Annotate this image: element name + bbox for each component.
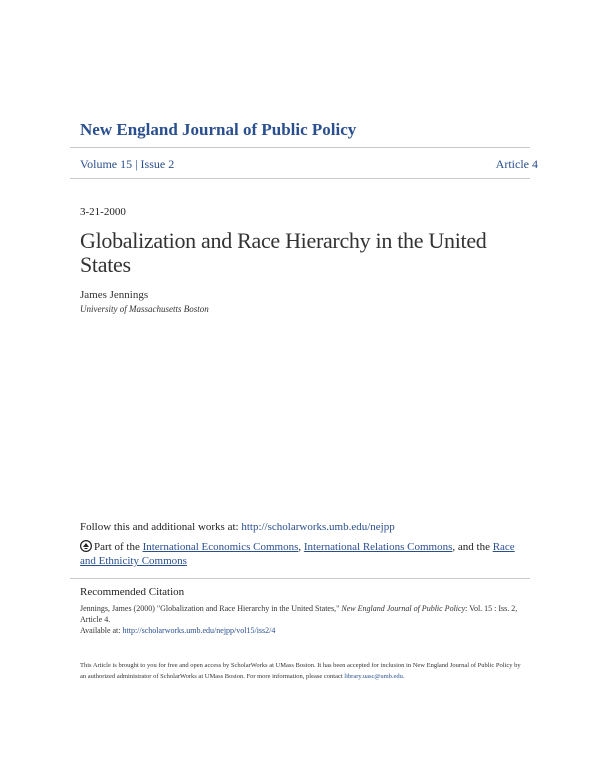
article-number-link[interactable]: Article 4 bbox=[495, 157, 538, 171]
journal-title[interactable]: New England Journal of Public Policy bbox=[80, 120, 357, 139]
race-ethnicity-commons-link[interactable]: Race and Ethnicity Commons bbox=[80, 541, 515, 567]
citation-start: Jennings, James (2000) "Globalization and Race Hierarchy in the United States," bbox=[80, 604, 340, 613]
header-rule-top bbox=[70, 147, 530, 148]
bepress-commons-icon bbox=[80, 540, 92, 552]
available-url-link[interactable]: http://scholarworks.umb.edu/nejpp/vol15/iss2/4 bbox=[122, 626, 276, 635]
part-of-commons bbox=[80, 540, 520, 568]
recommended-citation-heading: Recommended Citation bbox=[80, 586, 185, 598]
and-the-text: , and the bbox=[452, 541, 490, 553]
part-of-prefix: Part of the bbox=[94, 541, 140, 553]
publication-date: 3-21-2000 bbox=[80, 206, 126, 218]
comma-separator: , bbox=[298, 541, 302, 553]
article-title: Globalization and Race Hierarchy in the United States bbox=[80, 228, 487, 277]
contact-email-link[interactable]: library.uasc@umb.edu bbox=[344, 673, 403, 680]
footer-text: This Article is brought to you for free and open access by ScholarWorks at UMass Boston. It has been accepted for inclusion in New England Journal of Public Policy by an authorized administrator of ScholarWorks at UMass Boston. For more information, please contact bbox=[80, 662, 521, 680]
author-name: James Jennings bbox=[80, 289, 149, 301]
issue-link[interactable]: Issue 2 bbox=[140, 157, 175, 171]
follow-works-line bbox=[80, 521, 395, 533]
volume-issue-line bbox=[80, 157, 174, 172]
international-economics-commons-link[interactable]: International Economics Commons bbox=[142, 541, 299, 553]
follow-url-link[interactable]: http://scholarworks.umb.edu/nejpp bbox=[241, 521, 395, 533]
volume-issue-separator: | bbox=[135, 157, 138, 171]
follow-prefix: Follow this and additional works at: bbox=[80, 521, 239, 533]
available-prefix: Available at: bbox=[80, 626, 121, 635]
author-affiliation: University of Massachusetts Boston bbox=[80, 304, 209, 314]
citation-rule bbox=[70, 578, 530, 579]
international-relations-commons-link[interactable]: International Relations Commons bbox=[303, 541, 453, 553]
header-rule-bottom bbox=[70, 178, 530, 179]
citation-text bbox=[80, 603, 520, 636]
footer-period: . bbox=[402, 673, 405, 680]
citation-journal: New England Journal of Public Policy bbox=[341, 604, 466, 613]
citation-end: : Vol. 15 : Iss. 2, Article 4. bbox=[80, 604, 518, 624]
footer-note bbox=[80, 660, 525, 682]
volume-link[interactable]: Volume 15 bbox=[80, 157, 133, 171]
